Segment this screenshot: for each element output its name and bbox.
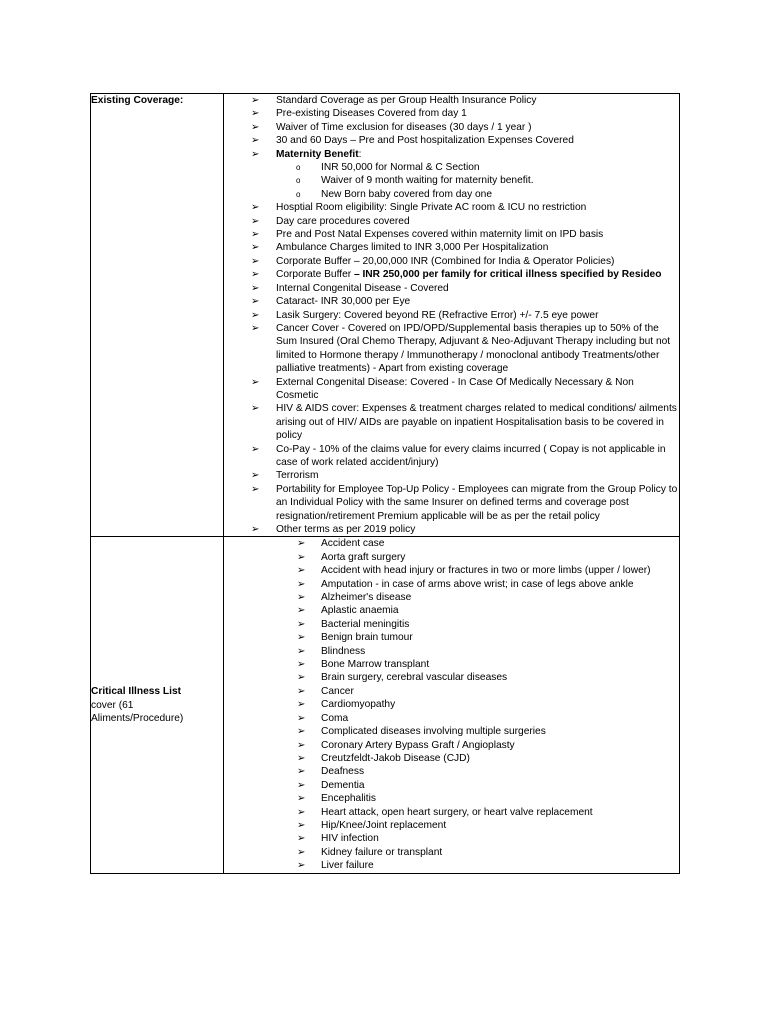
- arrow-bullet-icon: ➢: [251, 108, 260, 120]
- coverage-item-text: Day care procedures covered: [276, 215, 410, 227]
- existing-coverage-label-cell: [91, 94, 224, 537]
- critical-illness-item: [224, 685, 679, 698]
- arrow-bullet-icon: ➢: [251, 121, 260, 133]
- critical-illness-item: [224, 604, 679, 617]
- coverage-item: [224, 282, 679, 295]
- coverage-item: [224, 402, 679, 442]
- critical-illness-item: [224, 671, 679, 684]
- arrow-bullet-icon: ➢: [251, 135, 260, 147]
- critical-illness-text: Dementia: [321, 779, 365, 791]
- arrow-bullet-icon: ➢: [297, 752, 306, 764]
- coverage-item-text: Standard Coverage as per Group Health Insurance Policy: [276, 95, 537, 106]
- coverage-item: [224, 523, 679, 536]
- coverage-item-text: Cataract- INR 30,000 per Eye: [276, 296, 411, 308]
- arrow-bullet-icon: ➢: [297, 860, 306, 872]
- coverage-item-text: Pre-existing Diseases Covered from day 1: [276, 108, 467, 120]
- coverage-item-text: Waiver of Time exclusion for diseases (30 days / 1 year ): [276, 121, 532, 133]
- critical-illness-text: Coma: [321, 712, 349, 724]
- arrow-bullet-icon: ➢: [297, 578, 306, 590]
- critical-illness-text: Creutzfeldt-Jakob Disease (CJD): [321, 752, 470, 764]
- critical-illness-text: Cancer: [321, 685, 354, 697]
- arrow-bullet-icon: ➢: [297, 618, 306, 630]
- coverage-item: [224, 94, 679, 107]
- coverage-item-text: Portability for Employee Top-Up Policy - Employees can migrate from the Group Policy to an Individual Policy with the same Insurer on defined terms and coverage post resignation/retirement Premium applicable will be as per the retail policy: [276, 483, 678, 522]
- critical-illness-item: [224, 658, 679, 671]
- arrow-bullet-icon: ➢: [297, 846, 306, 858]
- maternity-sub-wrapper: [224, 161, 679, 201]
- critical-illness-text: Accident case: [321, 538, 385, 550]
- arrow-bullet-icon: ➢: [251, 309, 260, 321]
- maternity-sub-text: New Born baby covered from day one: [321, 188, 493, 200]
- critical-illness-text: Blindness: [321, 645, 366, 657]
- arrow-bullet-icon: ➢: [251, 229, 260, 241]
- arrow-bullet-icon: ➢: [251, 470, 260, 482]
- coverage-item-text: Other terms as per 2019 policy: [276, 524, 416, 535]
- coverage-item-text: :: [358, 148, 362, 160]
- arrow-bullet-icon: ➢: [251, 443, 260, 455]
- critical-illness-item: [224, 631, 679, 644]
- coverage-item-text: Co-Pay - 10% of the claims value for every claims incurred ( Copay is not applicable in case of work related accident/injury): [276, 443, 666, 468]
- critical-illness-title: Critical Illness List: [91, 686, 182, 698]
- maternity-sub-item: [224, 174, 679, 187]
- coverage-item-bold: – INR 250,000 per family for critical illness specified by Resideo: [353, 269, 662, 281]
- coverage-item: [224, 443, 679, 470]
- critical-illness-item: [224, 779, 679, 792]
- coverage-item-text: Internal Congenital Disease - Covered: [276, 282, 449, 294]
- critical-illness-item: [224, 591, 679, 604]
- arrow-bullet-icon: ➢: [297, 645, 306, 657]
- maternity-sub-item: [224, 161, 679, 174]
- critical-illness-text: Cardiomyopathy: [321, 699, 396, 711]
- arrow-bullet-icon: ➢: [297, 605, 306, 617]
- coverage-item: [224, 201, 679, 214]
- critical-illness-item: [224, 537, 679, 550]
- arrow-bullet-icon: ➢: [251, 148, 260, 160]
- critical-illness-item: [224, 859, 679, 872]
- critical-illness-item: [224, 792, 679, 805]
- critical-illness-row: [91, 537, 680, 873]
- critical-illness-item: [224, 564, 679, 577]
- arrow-bullet-icon: ➢: [251, 255, 260, 267]
- critical-illness-label: [91, 685, 223, 725]
- arrow-bullet-icon: ➢: [251, 242, 260, 254]
- critical-illness-text: Alzheimer's disease: [321, 592, 412, 604]
- arrow-bullet-icon: ➢: [251, 376, 260, 388]
- arrow-bullet-icon: ➢: [251, 403, 260, 415]
- arrow-bullet-icon: ➢: [297, 551, 306, 563]
- arrow-bullet-icon: ➢: [251, 202, 260, 214]
- critical-illness-text: Accident with head injury or fractures in two or more limbs (upper / lower): [321, 565, 651, 577]
- coverage-item: [224, 134, 679, 147]
- critical-illness-text: Brain surgery, cerebral vascular diseases: [321, 672, 508, 684]
- coverage-item: [224, 121, 679, 134]
- circle-bullet-icon: o: [296, 189, 301, 199]
- arrow-bullet-icon: ➢: [297, 699, 306, 711]
- arrow-bullet-icon: ➢: [297, 712, 306, 724]
- arrow-bullet-icon: ➢: [297, 833, 306, 845]
- existing-coverage-list: [224, 94, 679, 536]
- critical-illness-item: [224, 819, 679, 832]
- coverage-item: [224, 241, 679, 254]
- critical-illness-item: [224, 698, 679, 711]
- critical-illness-text: Hip/Knee/Joint replacement: [321, 819, 447, 831]
- critical-illness-text: Benign brain tumour: [321, 632, 413, 644]
- critical-illness-text: Bone Marrow transplant: [321, 659, 430, 671]
- coverage-item-text: Corporate Buffer – 20,00,000 INR (Combined for India & Operator Policies): [276, 255, 615, 267]
- coverage-item: [224, 215, 679, 228]
- critical-illness-text: Heart attack, open heart surgery, or heart valve replacement: [321, 806, 593, 818]
- critical-illness-item: [224, 725, 679, 738]
- critical-illness-item: [224, 832, 679, 845]
- coverage-item: [224, 255, 679, 268]
- arrow-bullet-icon: ➢: [297, 726, 306, 738]
- arrow-bullet-icon: ➢: [297, 779, 306, 791]
- circle-bullet-icon: o: [296, 163, 301, 173]
- arrow-bullet-icon: ➢: [251, 215, 260, 227]
- coverage-item-text: Cancer Cover - Covered on IPD/OPD/Supplemental basis therapies up to 50% of the Sum Insured (Oral Chemo Therapy, Adjuvant & Neo-Adjuvant Therapy including but not limited to Hormone therapy / Immunotherapy / monoclonal antibody Treatments/other palliative treatments) - Apart from existing coverage: [276, 322, 671, 375]
- arrow-bullet-icon: ➢: [251, 322, 260, 334]
- coverage-item-text: External Congenital Disease: Covered - In Case Of Medically Necessary & Non Cosmetic: [276, 376, 634, 401]
- critical-illness-item: [224, 752, 679, 765]
- coverage-item-text: Pre and Post Natal Expenses covered within maternity limit on IPD basis: [276, 229, 604, 241]
- coverage-item: [224, 376, 679, 403]
- maternity-sub-text: INR 50,000 for Normal & C Section: [321, 162, 480, 174]
- maternity-sub-item: [224, 188, 679, 201]
- critical-illness-text: Encephalitis: [321, 793, 376, 805]
- arrow-bullet-icon: ➢: [297, 766, 306, 778]
- critical-illness-subtitle: cover (61 Aliments/Procedure): [91, 699, 184, 725]
- critical-illness-item: [224, 551, 679, 564]
- coverage-item-text: Ambulance Charges limited to INR 3,000 Per Hospitalization: [276, 242, 549, 254]
- critical-illness-item: [224, 739, 679, 752]
- maternity-sub-list: [224, 161, 679, 201]
- critical-illness-text: Aorta graft surgery: [321, 551, 406, 563]
- coverage-item: [224, 469, 679, 482]
- coverage-item: [224, 268, 679, 281]
- coverage-item: [224, 309, 679, 322]
- arrow-bullet-icon: ➢: [251, 95, 260, 106]
- coverage-item-text: Lasik Surgery: Covered beyond RE (Refractive Error) +/- 7.5 eye power: [276, 309, 599, 321]
- arrow-bullet-icon: ➢: [297, 592, 306, 604]
- existing-coverage-row: [91, 94, 680, 537]
- arrow-bullet-icon: ➢: [251, 269, 260, 281]
- critical-illness-text: Coronary Artery Bypass Graft / Angioplasty: [321, 739, 515, 751]
- critical-illness-content: [224, 537, 680, 873]
- arrow-bullet-icon: ➢: [297, 632, 306, 644]
- coverage-item: [224, 228, 679, 241]
- arrow-bullet-icon: ➢: [251, 483, 260, 495]
- critical-illness-text: Bacterial meningitis: [321, 618, 410, 630]
- critical-illness-text: Kidney failure or transplant: [321, 846, 443, 858]
- critical-illness-item: [224, 712, 679, 725]
- coverage-item-text: Terrorism: [276, 470, 319, 482]
- critical-illness-item: [224, 765, 679, 778]
- arrow-bullet-icon: ➢: [251, 282, 260, 294]
- arrow-bullet-icon: ➢: [297, 685, 306, 697]
- critical-illness-item: [224, 645, 679, 658]
- critical-illness-text: Liver failure: [321, 860, 374, 872]
- arrow-bullet-icon: ➢: [297, 739, 306, 751]
- critical-illness-text: Deafness: [321, 766, 365, 778]
- arrow-bullet-icon: ➢: [297, 672, 306, 684]
- coverage-table: [90, 93, 680, 874]
- coverage-item: [224, 322, 679, 376]
- arrow-bullet-icon: ➢: [251, 524, 260, 535]
- critical-illness-text: Complicated diseases involving multiple surgeries: [321, 726, 546, 738]
- existing-coverage-label: Existing Coverage:: [91, 95, 184, 106]
- critical-illness-text: Amputation - in case of arms above wrist; in case of legs above ankle: [321, 578, 634, 590]
- existing-coverage-content: [224, 94, 680, 537]
- arrow-bullet-icon: ➢: [297, 659, 306, 671]
- critical-illness-text: Aplastic anaemia: [321, 605, 399, 617]
- critical-illness-item: [224, 846, 679, 859]
- arrow-bullet-icon: ➢: [297, 565, 306, 577]
- critical-illness-item: [224, 618, 679, 631]
- coverage-item-text: Hosptial Room eligibility: Single Private AC room & ICU no restriction: [276, 202, 587, 214]
- arrow-bullet-icon: ➢: [297, 538, 306, 550]
- coverage-item: [224, 295, 679, 308]
- maternity-sub-text: Waiver of 9 month waiting for maternity benefit.: [321, 175, 534, 187]
- coverage-item-text: Corporate Buffer: [276, 269, 354, 281]
- coverage-item-text: HIV & AIDS cover: Expenses & treatment charges related to medical conditions/ ailments arising out of HIV/ AIDs are payable on inpatient Hospitalisation basis to be covered in policy: [276, 403, 677, 442]
- arrow-bullet-icon: ➢: [297, 819, 306, 831]
- arrow-bullet-icon: ➢: [251, 296, 260, 308]
- coverage-item-text: 30 and 60 Days – Pre and Post hospitalization Expenses Covered: [276, 135, 574, 147]
- coverage-item-bold: Maternity Benefit: [276, 148, 359, 160]
- arrow-bullet-icon: ➢: [297, 806, 306, 818]
- critical-illness-item: [224, 578, 679, 591]
- coverage-item: [224, 148, 679, 161]
- circle-bullet-icon: o: [296, 176, 301, 186]
- critical-illness-list: [224, 537, 679, 872]
- critical-illness-item: [224, 806, 679, 819]
- coverage-item: [224, 483, 679, 523]
- critical-illness-text: HIV infection: [321, 833, 379, 845]
- arrow-bullet-icon: ➢: [297, 793, 306, 805]
- critical-illness-label-cell: [91, 537, 224, 873]
- coverage-item: [224, 107, 679, 120]
